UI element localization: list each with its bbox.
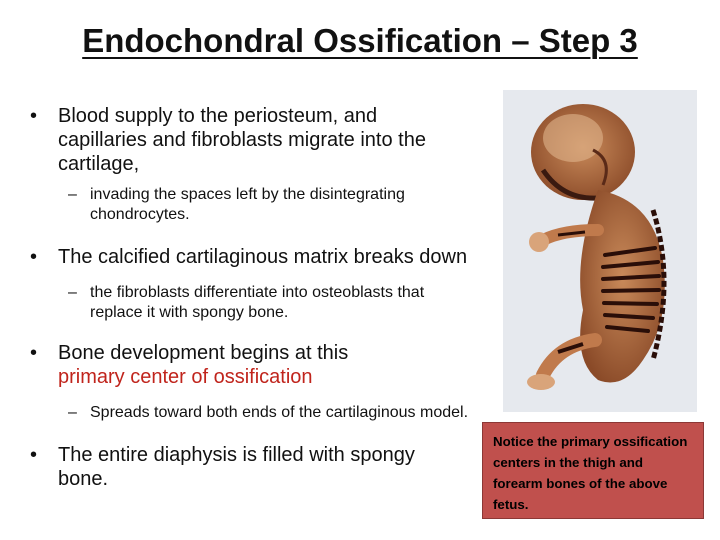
sub-bullet-text: the fibroblasts differentiate into osteoblasts that replace it with spongy bone. xyxy=(90,284,425,321)
fetus-photo xyxy=(503,90,697,412)
caption-box: Notice the primary ossification centers in the thigh and forearm bones of the above fetus. xyxy=(482,422,704,519)
sub-bullet-dash: – xyxy=(68,284,77,301)
highlight-text: primary center of ossification xyxy=(58,366,313,388)
sub-bullet-text: invading the spaces left by the disintegrating chondrocytes. xyxy=(90,186,405,223)
bullet-item xyxy=(30,245,470,269)
bullet-dot: • xyxy=(30,246,38,268)
bullet-dot: • xyxy=(30,444,38,466)
sub-bullet-item xyxy=(30,403,470,423)
sub-bullet-dash: – xyxy=(68,404,77,421)
bullet-text: Bone development begins at this xyxy=(58,342,349,364)
slide-title: Endochondral Ossification – Step 3 xyxy=(82,22,638,59)
sub-bullet-item xyxy=(30,185,470,225)
sub-bullet-dash: – xyxy=(68,186,77,203)
bullet-text: The calcified cartilaginous matrix breaks down xyxy=(58,246,468,268)
bullet-item xyxy=(30,104,470,176)
sub-bullet-text: Spreads toward both ends of the cartilaginous model. xyxy=(90,404,469,421)
bullet-list xyxy=(30,104,470,491)
bullet-dot: • xyxy=(30,105,38,127)
bullet-dot: • xyxy=(30,342,38,364)
bullet-text: The entire diaphysis is filled with spongy bone. xyxy=(58,444,415,490)
bullet-text: Blood supply to the periosteum, and capillaries and fibroblasts migrate into the cartilage, xyxy=(58,105,426,175)
fetus-illustration xyxy=(503,90,697,412)
bullet-item xyxy=(30,443,418,491)
bullet-item xyxy=(30,341,470,389)
sub-bullet-item xyxy=(30,283,470,323)
